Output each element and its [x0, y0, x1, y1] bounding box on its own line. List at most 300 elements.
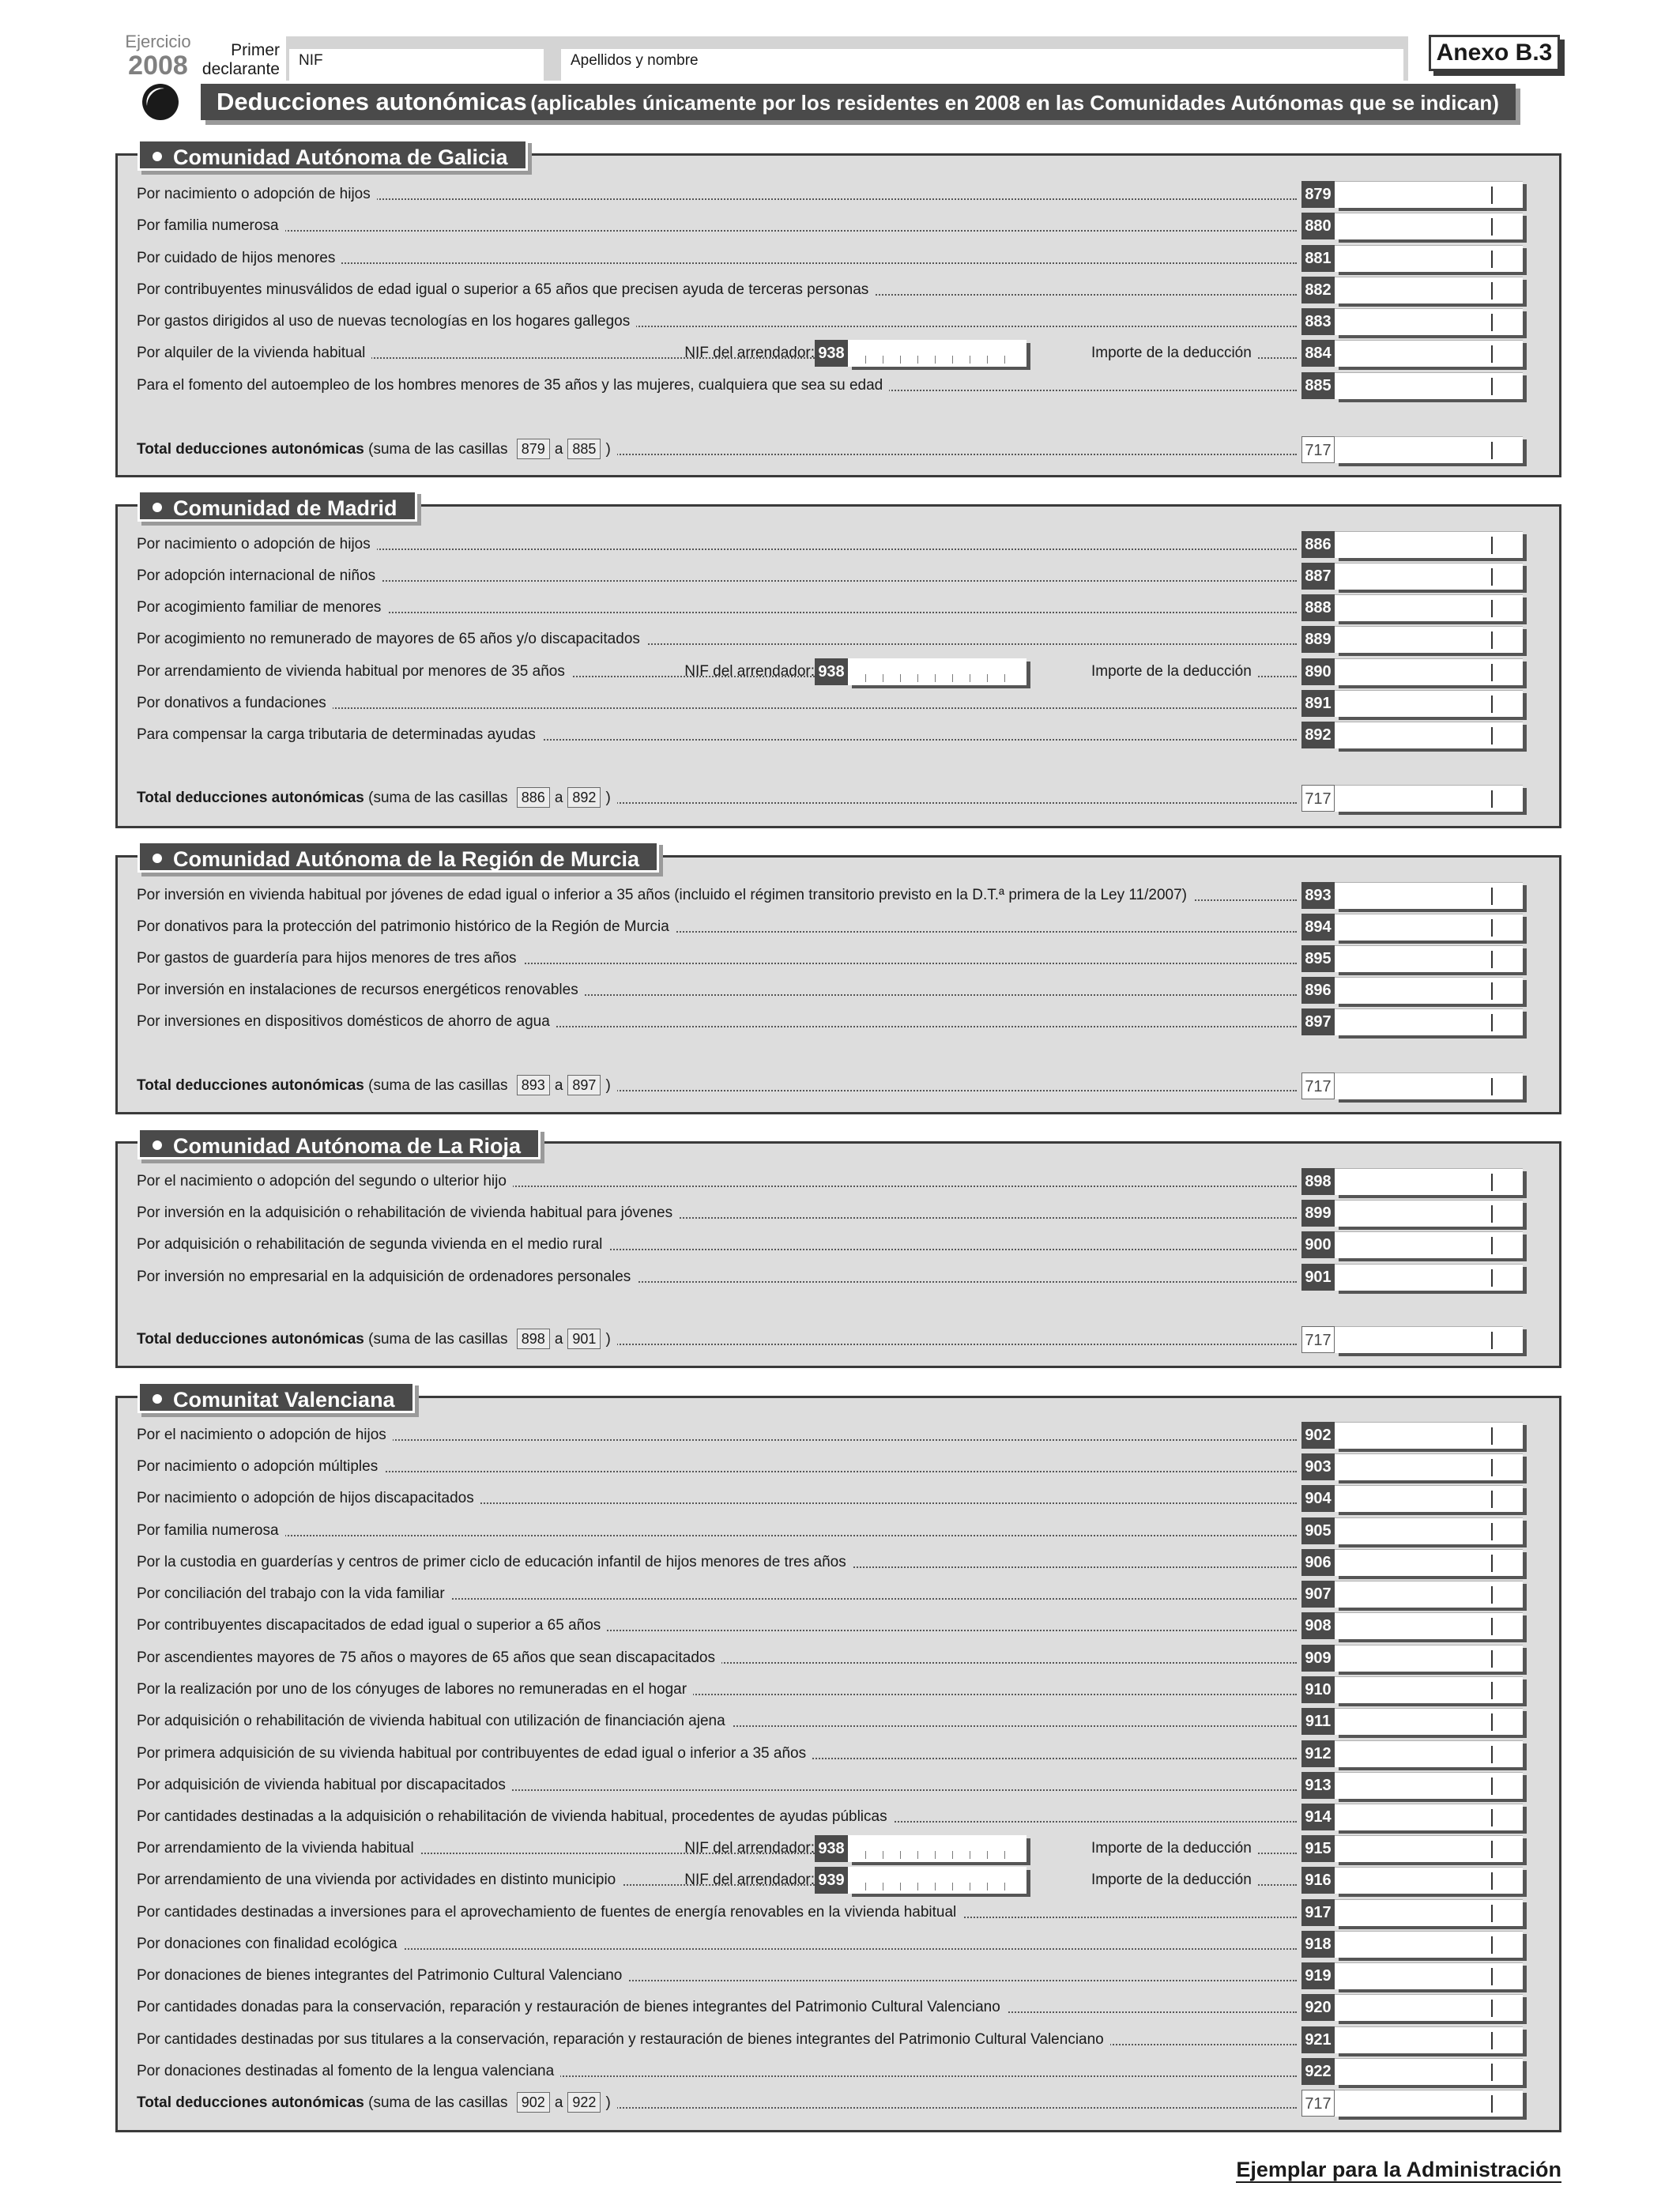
box-code: 890 [1301, 658, 1335, 685]
deduction-row [118, 179, 1559, 210]
deduction-label-text: Por familia numerosa [137, 217, 285, 234]
deduction-label-text: Por contribuyentes discapacitados de edad igual o superior a 65 años [137, 1617, 607, 1634]
total-row [118, 782, 1559, 814]
deduction-label-text: Por la custodia en guarderías y centros de primer ciclo de educación infantil de hijos menores de tres años [137, 1554, 853, 1570]
section-panel [115, 1141, 1561, 1368]
deduction-label-text: Por familia numerosa [137, 1522, 285, 1539]
importe-label-text: Importe de la deducción [1091, 1840, 1258, 1857]
amount-input[interactable] [1335, 690, 1523, 717]
deduction-row [118, 1419, 1559, 1451]
decimal-separator [1491, 1713, 1493, 1731]
decimal-separator [1491, 790, 1493, 808]
total-label-text [137, 790, 617, 806]
box-code: 909 [1301, 1645, 1335, 1672]
deduction-row [118, 1166, 1559, 1197]
digit-separator [952, 1851, 953, 1859]
importe-label [1091, 341, 1298, 366]
decimal-separator [1491, 1809, 1493, 1826]
box-code: 893 [1301, 882, 1335, 909]
decimal-separator [1491, 1269, 1493, 1287]
deduction-label [137, 1677, 1298, 1702]
amount-input[interactable] [1335, 1994, 1523, 2021]
total-suma-text: (suma de las casillas [368, 1331, 508, 1348]
amount-input[interactable] [1335, 308, 1523, 335]
deduction-label-text: Por gastos de guardería para hijos menores de tres años [137, 950, 523, 967]
importe-label-text: Importe de la deducción [1091, 1872, 1258, 1888]
total-amount-input[interactable] [1335, 436, 1523, 463]
digit-separator [865, 1883, 866, 1891]
decimal-separator [1491, 2000, 1493, 2017]
digit-separator [917, 356, 918, 364]
digit-separator [1004, 674, 1005, 682]
deduction-row [118, 1642, 1559, 1674]
deduction-label [137, 246, 1298, 271]
decimal-separator [1491, 888, 1493, 905]
deduction-label-text: Por donaciones con finalidad ecológica [137, 1936, 404, 1952]
deduction-row [118, 1674, 1559, 1706]
deduction-row [118, 210, 1559, 242]
section-title [137, 1382, 415, 1413]
deduction-label-text: Por inversión en la adquisición o rehabilitación de vivienda habitual para jóvenes [137, 1204, 679, 1221]
section-title-text: Comunidad Autónoma de la Región de Murcia [173, 847, 640, 871]
amount-input[interactable] [1335, 340, 1523, 367]
deduction-label [137, 722, 1298, 748]
decimal-separator [1491, 282, 1493, 300]
deduction-label-text: Por ascendientes mayores de 75 años o mayores de 65 años que sean discapacitados [137, 1649, 721, 1666]
sphere-logo-icon [141, 82, 180, 122]
deduction-row [118, 306, 1559, 337]
total-a-text: a [554, 441, 563, 458]
amount-input[interactable] [1335, 1835, 1523, 1862]
deduction-label-text: Por gastos dirigidos al uso de nuevas tecnologías en los hogares gallegos [137, 313, 636, 330]
decimal-separator [1491, 1618, 1493, 1635]
total-suma-text: (suma de las casillas [368, 790, 508, 806]
decimal-separator [1491, 727, 1493, 745]
decimal-separator [1491, 1968, 1493, 1985]
amount-input[interactable] [1335, 1931, 1523, 1958]
deduction-label-text: Para compensar la carga tributaria de determinadas ayudas [137, 726, 542, 743]
deduction-row [118, 1770, 1559, 1801]
decimal-separator [1491, 1332, 1493, 1349]
digit-separator [900, 356, 901, 364]
decimal-separator [1491, 1459, 1493, 1476]
deduction-row [118, 688, 1559, 719]
importe-label-text: Importe de la deducción [1091, 663, 1258, 680]
digit-separator [917, 1851, 918, 1859]
box-code: 922 [1301, 2058, 1335, 2085]
amount-input[interactable] [1335, 2026, 1523, 2053]
amount-input[interactable] [1335, 563, 1523, 590]
total-a-text: a [554, 1077, 563, 1094]
deduction-row [118, 719, 1559, 751]
deduction-label-text: Por alquiler de la vivienda habitual [137, 345, 371, 361]
amount-input[interactable] [1335, 1008, 1523, 1035]
deduction-label-text: Por donaciones destinadas al fomento de la lengua valenciana [137, 2063, 560, 2079]
total-label-text [137, 1077, 617, 1094]
total-a-text: a [554, 2094, 563, 2111]
digit-separator [900, 1883, 901, 1891]
deduction-label-text: Por el nacimiento o adopción del segundo o ulterior hijo [137, 1173, 513, 1189]
digit-separator [900, 1851, 901, 1859]
bullet-icon [153, 1394, 162, 1404]
deduction-row [118, 274, 1559, 306]
total-from-box: 893 [517, 1075, 550, 1095]
deduction-label-text: Por nacimiento o adopción de hijos [137, 186, 377, 202]
deduction-label [137, 532, 1298, 557]
decimal-separator [1491, 2064, 1493, 2081]
total-from-box: 886 [517, 787, 550, 808]
total-to-box: 901 [567, 1329, 601, 1349]
deduction-label [137, 309, 1298, 334]
decimal-separator [1491, 1014, 1493, 1031]
importe-label [1091, 1868, 1298, 1893]
nif-arrendador-group [684, 1867, 947, 1894]
bullet-icon [153, 854, 162, 863]
box-code: 881 [1301, 245, 1335, 272]
deduction-row [118, 1864, 1559, 1896]
amount-input[interactable] [1335, 277, 1523, 303]
digit-separator [935, 1851, 936, 1859]
amount-input[interactable] [1335, 945, 1523, 972]
section-panel [115, 855, 1561, 1114]
digit-separator [917, 674, 918, 682]
digit-separator [952, 1883, 953, 1891]
deduction-label-text: Por inversiones en dispositivos domésticos de ahorro de agua [137, 1013, 556, 1030]
deduction-label [137, 1454, 1298, 1480]
deduction-label-text: Por acogimiento familiar de menores [137, 599, 387, 616]
deduction-label [137, 373, 1298, 398]
decimal-separator [1491, 187, 1493, 204]
deduction-label [137, 1232, 1298, 1257]
deduction-row [118, 1229, 1559, 1261]
deduction-label [137, 1646, 1298, 1671]
nif-arrendador-group [684, 658, 947, 685]
box-code: 882 [1301, 277, 1335, 303]
deduction-row [118, 337, 1559, 369]
decimal-separator [1491, 951, 1493, 968]
digit-separator [865, 356, 866, 364]
deduction-label [137, 1709, 1298, 1734]
deduction-row [118, 880, 1559, 911]
total-bold-text: Total deducciones autonómicas [137, 2094, 364, 2111]
box-code: 921 [1301, 2026, 1335, 2053]
decimal-separator [1491, 982, 1493, 1000]
footer-text: Ejemplar para la Administración [1236, 2158, 1561, 2181]
total-bold-text: Total deducciones autonómicas [137, 790, 364, 806]
decimal-separator [1491, 1586, 1493, 1604]
decimal-separator [1491, 1078, 1493, 1095]
amount-input[interactable] [1335, 1772, 1523, 1799]
deduction-row [118, 1610, 1559, 1642]
total-box-code: 717 [1301, 1326, 1335, 1353]
deduction-label [137, 182, 1298, 207]
amount-input[interactable] [1335, 1200, 1523, 1227]
amount-input[interactable] [1335, 1899, 1523, 1926]
deduction-row [118, 1960, 1559, 1992]
total-from-box: 879 [517, 439, 550, 459]
box-code: 896 [1301, 977, 1335, 1004]
box-code: 899 [1301, 1200, 1335, 1227]
amount-input[interactable] [1335, 882, 1523, 909]
deduction-row [118, 1261, 1559, 1293]
amount-input[interactable] [1335, 977, 1523, 1004]
deduction-label [137, 1900, 1298, 1925]
amount-input[interactable] [1335, 1581, 1523, 1608]
digit-separator [987, 356, 988, 364]
deduction-row [118, 624, 1559, 655]
section-title [137, 841, 659, 873]
total-label-text [137, 2094, 617, 2111]
digit-separator [952, 674, 953, 682]
section-title [137, 139, 528, 171]
digit-separator [1004, 1883, 1005, 1891]
total-amount-input[interactable] [1335, 1326, 1523, 1353]
nif-arrendador-input[interactable] [848, 1867, 1026, 1894]
deduction-label-text: Por el nacimiento o adopción de hijos [137, 1427, 393, 1443]
nif-code-badge: 938 [815, 658, 848, 685]
page-title [201, 84, 1516, 120]
amount-input[interactable] [1335, 1612, 1523, 1639]
deduction-label-text: Por primera adquisición de su vivienda habitual por contribuyentes de edad igual o inferior a 35 años [137, 1745, 812, 1762]
amount-input[interactable] [1335, 1708, 1523, 1735]
deduction-label [137, 1581, 1298, 1607]
deduction-label-text: Por cantidades donadas para la conservación, reparación y restauración de bienes integrantes del Patrimonio Cultural Valenciano [137, 1999, 1007, 2015]
nif-field[interactable]: NIF [289, 49, 544, 81]
deduction-row [118, 2024, 1559, 2056]
amount-input[interactable] [1335, 1867, 1523, 1894]
amount-input[interactable] [1335, 722, 1523, 748]
deduction-row [118, 560, 1559, 592]
digit-separator [952, 356, 953, 364]
digit-separator [987, 1851, 988, 1859]
digit-separator [900, 674, 901, 682]
deduction-label-text: Por la realización por uno de los cónyuges de labores no remuneradas en el hogar [137, 1681, 693, 1698]
importe-label [1091, 1836, 1298, 1861]
box-code: 919 [1301, 1962, 1335, 1989]
nif-arrendador-label: NIF del arrendador: [684, 1872, 815, 1888]
total-label [137, 786, 1298, 811]
amount-input[interactable] [1335, 1676, 1523, 1703]
amount-input[interactable] [1335, 1422, 1523, 1449]
box-code: 880 [1301, 213, 1335, 239]
amount-input[interactable] [1335, 245, 1523, 272]
nif-arrendador-label: NIF del arrendador: [684, 1840, 815, 1857]
amount-input[interactable] [1335, 1453, 1523, 1480]
deduction-label [137, 2059, 1298, 2084]
box-code: 918 [1301, 1931, 1335, 1958]
deduction-label [137, 2027, 1298, 2053]
importe-label-text: Importe de la deducción [1091, 345, 1258, 361]
amount-input[interactable] [1335, 1549, 1523, 1576]
total-from-box: 902 [517, 2092, 550, 2113]
box-code: 910 [1301, 1676, 1335, 1703]
bullet-icon [153, 1140, 162, 1150]
deduction-label [137, 1169, 1298, 1194]
nif-arrendador-input[interactable] [848, 658, 1026, 685]
total-amount-input[interactable] [1335, 1072, 1523, 1099]
amount-input[interactable] [1335, 1804, 1523, 1830]
deduction-row [118, 1992, 1559, 2023]
deduction-label-text: Por nacimiento o adopción de hijos discapacitados [137, 1490, 480, 1506]
amount-input[interactable] [1335, 626, 1523, 653]
amount-input[interactable] [1335, 1645, 1523, 1672]
title-sub: (aplicables únicamente por los residentes en 2008 en las Comunidades Autónomas que se indican) [530, 91, 1499, 115]
nif-arrendador-input[interactable] [848, 340, 1026, 367]
deduction-label-text: Por donativos para la protección del patrimonio histórico de la Región de Murcia [137, 918, 676, 935]
section-panel [115, 504, 1561, 828]
deduction-label-text: Por adopción internacional de niños [137, 567, 382, 584]
deduction-label-text: Por cantidades destinadas a la adquisición o rehabilitación de vivienda habitual, procedentes de ayudas públicas [137, 1808, 894, 1825]
deduction-label [137, 1804, 1298, 1830]
box-code: 897 [1301, 1008, 1335, 1035]
deduction-row [118, 1006, 1559, 1038]
deduction-label-text: Por donativos a fundaciones [137, 695, 333, 711]
total-suma-text: (suma de las casillas [368, 2094, 508, 2111]
total-bold-text: Total deducciones autonómicas [137, 441, 364, 458]
deduction-label [137, 1423, 1298, 1448]
deduction-label-text: Por contribuyentes minusválidos de edad igual o superior a 65 años que precisen ayuda de terceras personas [137, 281, 875, 298]
section-title [137, 1128, 541, 1159]
total-close-text: ) [605, 790, 611, 806]
total-bold-text: Total deducciones autonómicas [137, 1077, 364, 1094]
total-amount-input[interactable] [1335, 785, 1523, 812]
box-code: 894 [1301, 914, 1335, 941]
deduction-label [137, 1932, 1298, 1957]
box-code: 903 [1301, 1453, 1335, 1480]
box-code: 892 [1301, 722, 1335, 748]
decimal-separator [1491, 568, 1493, 586]
deduction-row [118, 1833, 1559, 1864]
deduction-label-text: Por conciliación del trabajo con la vida familiar [137, 1585, 451, 1602]
decimal-separator [1491, 442, 1493, 459]
total-suma-text: (suma de las casillas [368, 1077, 508, 1094]
amount-input[interactable] [1335, 181, 1523, 208]
deduction-row [118, 1897, 1559, 1928]
box-code: 912 [1301, 1740, 1335, 1767]
amount-input[interactable] [1335, 531, 1523, 558]
deduction-label [137, 1613, 1298, 1638]
name-field[interactable]: Apellidos y nombre [561, 49, 1403, 81]
deduction-label-text: Por cantidades destinadas a inversiones para el aprovechamiento de fuentes de energía renovables en la vivienda habitual [137, 1904, 962, 1921]
deduction-label [137, 1486, 1298, 1511]
importe-label [1091, 659, 1298, 684]
deduction-row [118, 1483, 1559, 1514]
amount-input[interactable] [1335, 213, 1523, 239]
amount-input[interactable] [1335, 594, 1523, 621]
decimal-separator [1491, 537, 1493, 554]
deduction-label [137, 1995, 1298, 2020]
box-code: 885 [1301, 372, 1335, 399]
deduction-label [137, 1265, 1298, 1290]
box-code: 889 [1301, 626, 1335, 653]
amount-input[interactable] [1335, 1485, 1523, 1512]
digit-separator [935, 674, 936, 682]
digit-separator [987, 1883, 988, 1891]
total-row [118, 2087, 1559, 2119]
deduction-label [137, 1773, 1298, 1798]
box-code: 901 [1301, 1264, 1335, 1291]
total-row [118, 1324, 1559, 1355]
deduction-label-text: Para el fomento del autoempleo de los hombres menores de 35 años y las mujeres, cualquiera que sea su edad [137, 377, 889, 394]
deduction-row [118, 1547, 1559, 1578]
amount-input[interactable] [1335, 2058, 1523, 2085]
deduction-row [118, 529, 1559, 560]
box-code: 895 [1301, 945, 1335, 972]
ejercicio-label: Ejercicio [125, 32, 191, 51]
amount-input[interactable] [1335, 1168, 1523, 1195]
nif-code-badge: 938 [815, 340, 848, 367]
deduction-label [137, 914, 1298, 940]
deduction-label [137, 277, 1298, 303]
deduction-label [137, 1009, 1298, 1035]
deduction-label-text: Por adquisición o rehabilitación de segunda vivienda en el medio rural [137, 1236, 608, 1253]
digit-separator [1004, 1851, 1005, 1859]
amount-input[interactable] [1335, 1740, 1523, 1767]
decimal-separator [1491, 1841, 1493, 1858]
decimal-separator [1491, 696, 1493, 713]
total-label-text [137, 1331, 617, 1348]
total-row [118, 1070, 1559, 1102]
total-box-code: 717 [1301, 1072, 1335, 1099]
deduction-label [137, 595, 1298, 620]
amount-input[interactable] [1335, 1231, 1523, 1258]
nif-arrendador-group [684, 340, 947, 367]
amount-input[interactable] [1335, 914, 1523, 941]
deduction-label [137, 1963, 1298, 1989]
ejercicio-year: 2008 [128, 51, 188, 81]
total-to-box: 897 [567, 1075, 601, 1095]
box-code: 888 [1301, 594, 1335, 621]
decimal-separator [1491, 600, 1493, 617]
box-code: 883 [1301, 308, 1335, 335]
deduction-label-text: Por adquisición de vivienda habitual por discapacitados [137, 1777, 512, 1793]
digit-separator [865, 674, 866, 682]
deduction-label-text: Por cantidades destinadas por sus titulares a la conservación, reparación y restauración de bienes integrantes del Patrimonio Cultural Valenciano [137, 2031, 1110, 2048]
section-title [137, 490, 417, 522]
box-code: 904 [1301, 1485, 1335, 1512]
decimal-separator [1491, 378, 1493, 395]
nif-arrendador-input[interactable] [848, 1835, 1026, 1862]
deduction-label [137, 883, 1298, 908]
total-to-box: 885 [567, 439, 601, 459]
deduction-label-text: Por acogimiento no remunerado de mayores de 65 años y/o discapacitados [137, 631, 646, 647]
amount-input[interactable] [1335, 1264, 1523, 1291]
deduction-label-text: Por inversión en instalaciones de recursos energéticos renovables [137, 982, 585, 998]
total-close-text: ) [605, 1077, 611, 1094]
total-to-box: 922 [567, 2092, 601, 2113]
decimal-separator [1491, 2095, 1493, 2113]
amount-input[interactable] [1335, 372, 1523, 399]
deduction-row [118, 2056, 1559, 2087]
amount-input[interactable] [1335, 1517, 1523, 1544]
decimal-separator [1491, 631, 1493, 649]
deduction-label [137, 978, 1298, 1003]
amount-input[interactable] [1335, 658, 1523, 685]
deduction-row [118, 1197, 1559, 1229]
deduction-label [137, 627, 1298, 652]
deduction-label [137, 1201, 1298, 1226]
digit-separator [987, 674, 988, 682]
decimal-separator [1491, 1427, 1493, 1445]
nif-arrendador-label: NIF del arrendador: [684, 345, 815, 361]
total-amount-input[interactable] [1335, 2090, 1523, 2117]
amount-input[interactable] [1335, 1962, 1523, 1989]
deduction-row [118, 1738, 1559, 1770]
decimal-separator [1491, 218, 1493, 236]
box-code: 914 [1301, 1804, 1335, 1830]
deduction-row [118, 943, 1559, 974]
title-main: Deducciones autonómicas [217, 88, 527, 115]
